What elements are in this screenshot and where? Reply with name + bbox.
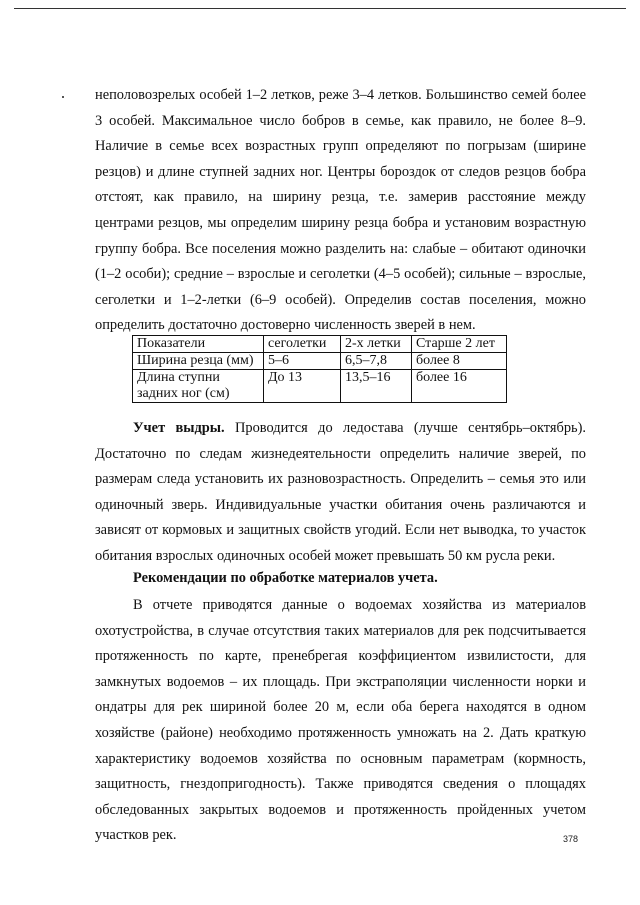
table-cell: более 16 [412,370,507,403]
table-cell: Длина ступни задних ног (см) [133,370,264,403]
paragraph-otter-count [95,416,586,570]
table-header-row [133,336,507,353]
table-cell: Ширина резца (мм) [133,353,264,370]
table-header-cell: Старше 2 лет [412,336,507,353]
paragraph-processing [95,593,586,849]
table-header-cell: 2-х летки [341,336,412,353]
beaver-age-table [132,335,507,403]
paragraph-text: неполовозрелых особей 1–2 летков, реже 3–4 летков. Большинство семей более 3 особей. Максимальное число бобров в семье, как правило, не более 8–9. Наличие в семье всех возрастных групп определяют по погрызам (ширине резцов) и длине ступней задних ног. Центры бороздок от следов резцов бобра отстоят, как правило, на ширину резца, т.е. замерив расстояние между центрами резцов, мы определим ширину резца бобра и установим возрастную группу бобра. Все поселения можно разделить на: слабые – обитают одиночки (1–2 особи); средние – взрослые и сеголетки (4–5 особей); сильные – взрослые, сеголетки и 1–2-летки (6–9 особей). Определив состав поселения, можно определить достаточно достоверно численность зверей в нем. [95,87,586,334]
paragraph-text: В отчете приводятся данные о водоемах хозяйства из материалов охотустройства, в случае отсутствия таких материалов для рек подсчитывается протяженность по карте, пренебрегая коэффициентом извилистости, для замкнутых водоемов – их площадь. При экстраполяции численности норки и ондатры для рек шириной более 20 м, если оба берега находятся в одном хозяйстве (районе) необходимо протяженность умножать на 2. Дать краткую характеристику водоемов хозяйства по основным параметрам (кормность, защитность, гнездопригодность). Также приводятся сведения о площадях обследованных закрытых водоемов и протяженность пройденных учетом участков рек. [95,597,586,844]
table-cell: 6,5–7,8 [341,353,412,370]
table-row [133,370,507,403]
page-number: 378 [563,834,579,844]
table-cell: До 13 [264,370,341,403]
paragraph-body: Проводится до ледостава (лучше сентябрь–октябрь). Достаточно по следам жизнедеятельности определить наличие зверей, по размерам следа установить их разновозрастность. Определить – семья это или одиночный зверь. Индивидуальные участки обитания очень различаются и зависят от кормовых и защитных свойств угодий. Если нет выводка, то участок обитания взрослых одиночных особей может превышать 50 км русла реки. [95,420,586,564]
paragraph-beaver-count [95,83,586,339]
margin-mark [62,96,64,98]
table-cell: более 8 [412,353,507,370]
paragraph-lead: Учет выдры. [133,420,225,436]
table-cell: 5–6 [264,353,341,370]
top-border-line [14,8,626,9]
paragraph-text [95,416,586,570]
table-header-cell: сеголетки [264,336,341,353]
section-heading: Рекомендации по обработке материалов учета. [133,570,438,586]
table-header-cell: Показатели [133,336,264,353]
table-row [133,353,507,370]
table-cell: 13,5–16 [341,370,412,403]
